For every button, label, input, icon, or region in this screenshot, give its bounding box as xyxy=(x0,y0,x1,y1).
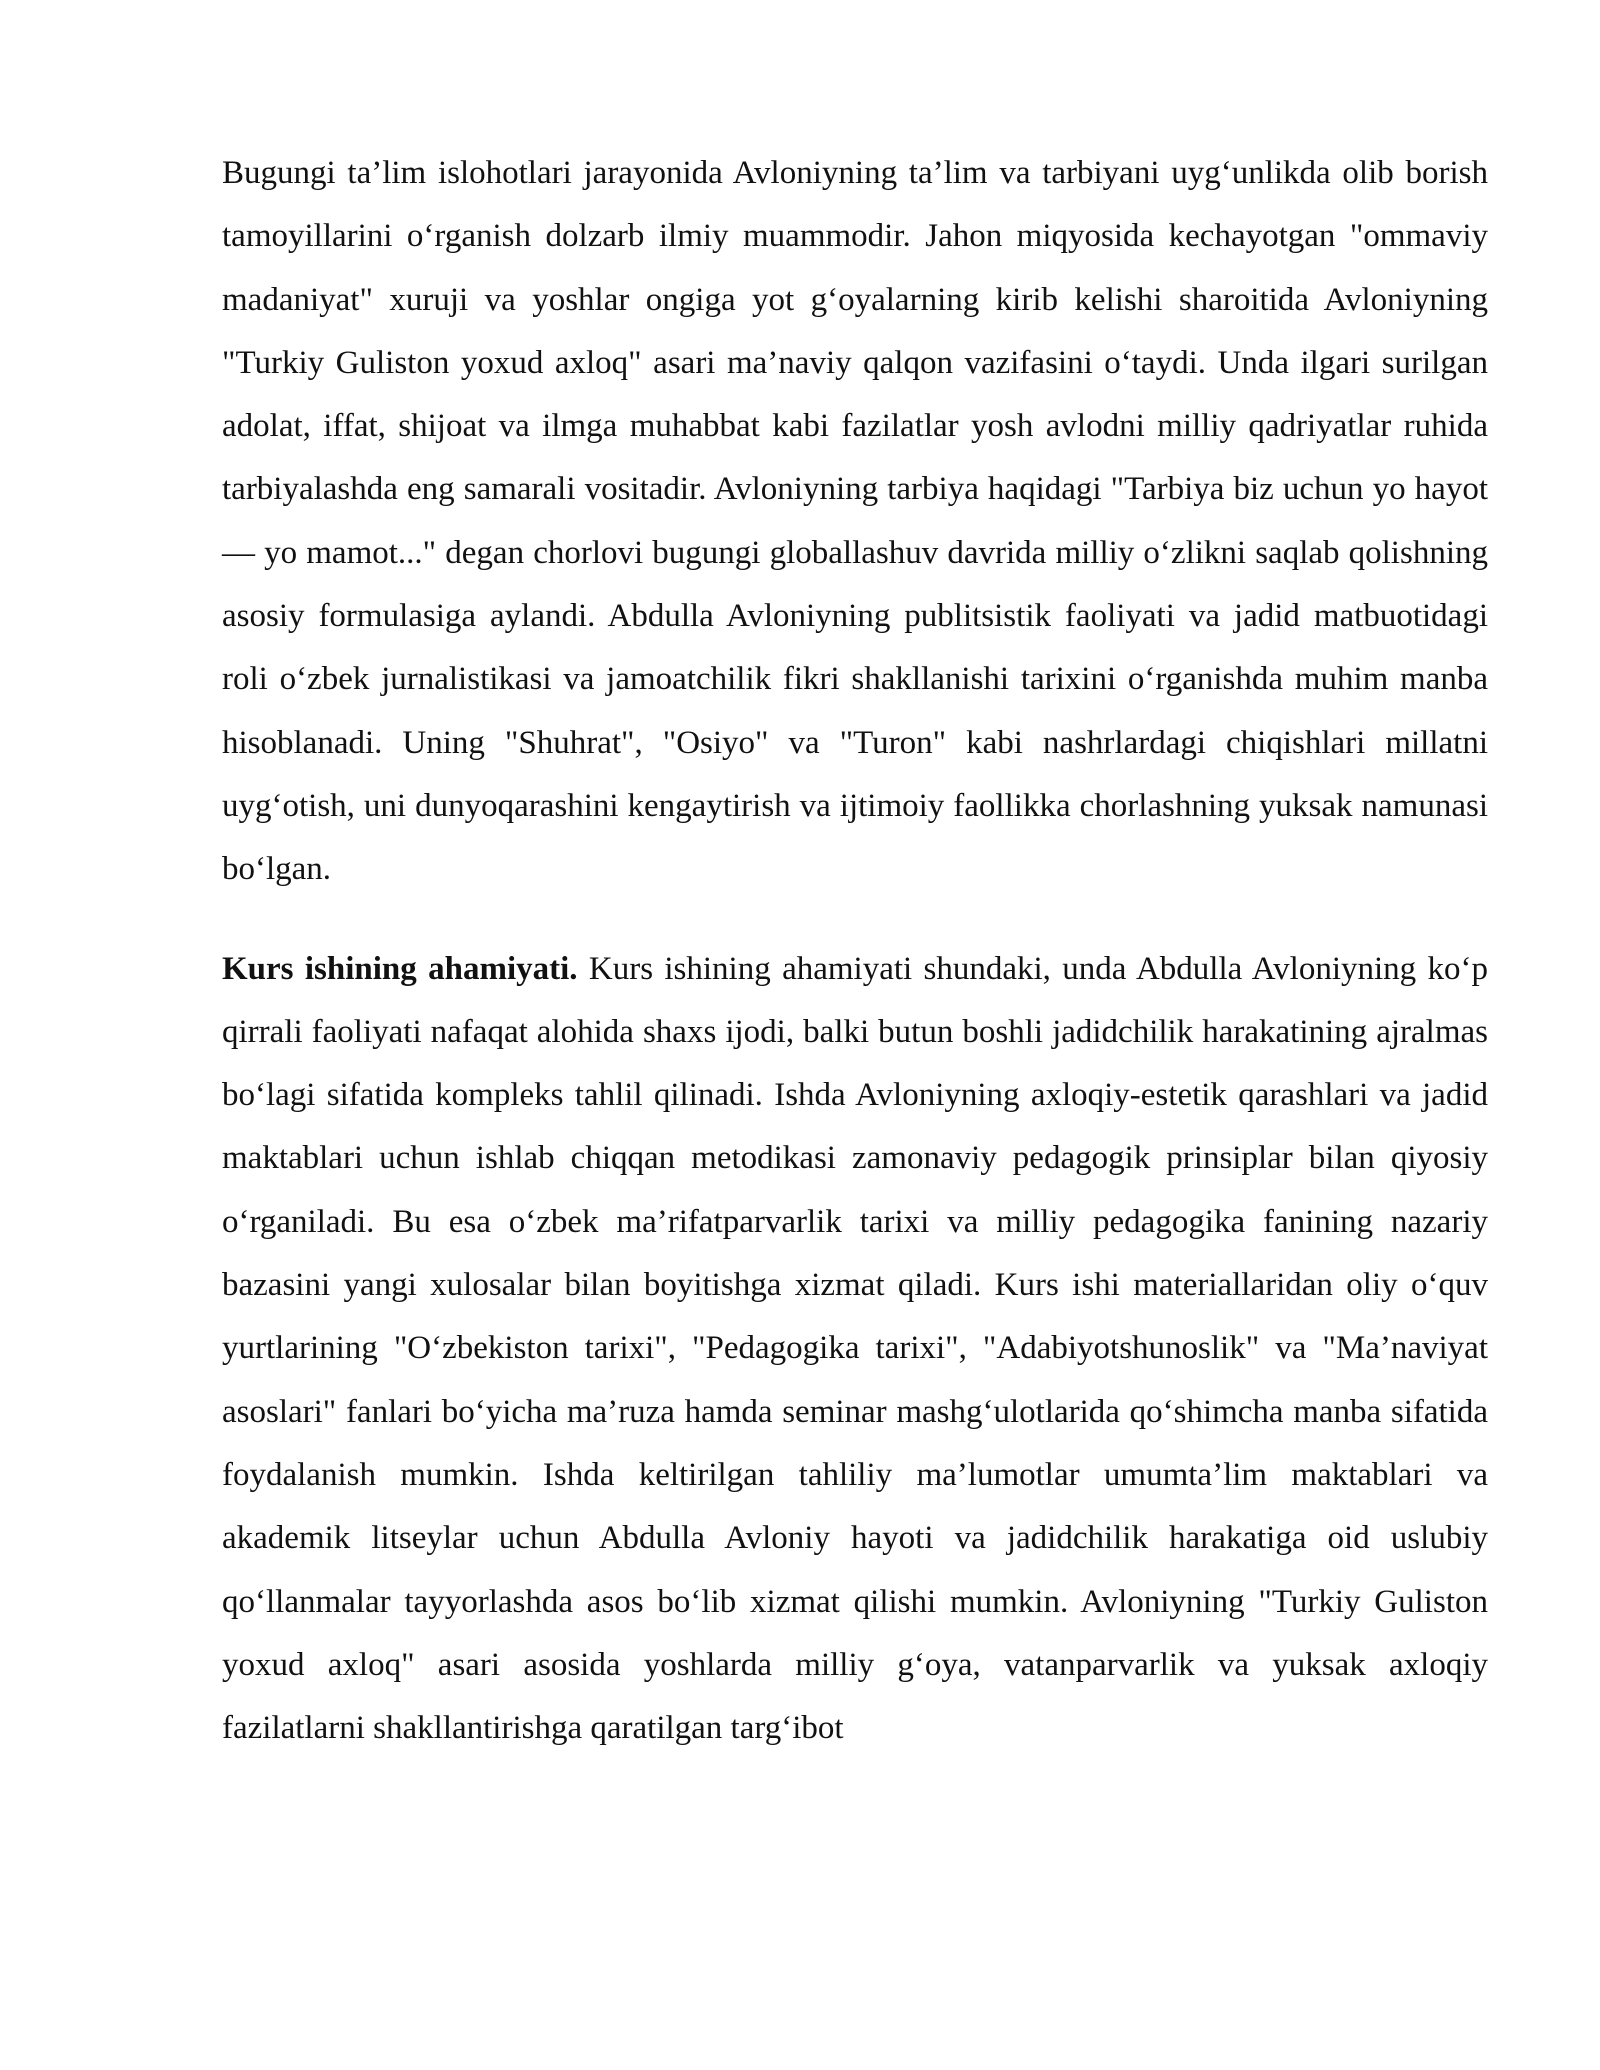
paragraph-intro xyxy=(222,142,1488,902)
section-heading: Kurs ishining ahamiyati. xyxy=(222,950,578,987)
paragraph-significance xyxy=(222,938,1488,1761)
document-body xyxy=(222,142,1488,1760)
paragraph-significance-text: Kurs ishining ahamiyati shundaki, unda Abdulla Avloniyning ko‘p qirrali faoliyati nafaqat alohida shaxs ijodi, balki butun boshli jadidchilik harakatining ajralmas bo‘lagi sifatida kompleks tahlil qilinadi. Ishda Avloniyning axloqiy-estetik qarashlari va jadid maktablari uchun ishlab chiqqan metodikasi zamonaviy pedagogik prinsiplar bilan qiyosiy o‘rganiladi. Bu esa o‘zbek ma’rifatparvarlik tarixi va milliy pedagogika fanining nazariy bazasini yangi xulosalar bilan boyitishga xizmat qiladi. Kurs ishi materiallaridan oliy o‘quv yurtlarining "O‘zbekiston tarixi", "Pedagogika tarixi", "Adabiyotshunoslik" va "Ma’naviyat asoslari" fanlari bo‘yicha ma’ruza hamda seminar mashg‘ulotlarida qo‘shimcha manba sifatida foydalanish mumkin. Ishda keltirilgan tahliliy ma’lumotlar umumta’lim maktablari va akademik litseylar uchun Abdulla Avloniy hayoti va jadidchilik harakatiga oid uslubiy qo‘llanmalar tayyorlashda asos bo‘lib xizmat qilishi mumkin. Avloniyning "Turkiy Guliston yoxud axloq" asari asosida yoshlarda milliy g‘oya, vatanparvarlik va yuksak axloqiy fazilatlarni shakllantirishga qaratilgan targ‘ibot xyxy=(222,950,1488,1747)
paragraph-intro-text: Bugungi ta’lim islohotlari jarayonida Avloniyning ta’lim va tarbiyani uyg‘unlikda olib borish tamoyillarini o‘rganish dolzarb ilmiy muammodir. Jahon miqyosida kechayotgan "ommaviy madaniyat" xuruji va yoshlar ongiga yot g‘oyalarning kirib kelishi sharoitida Avloniyning "Turkiy Guliston yoxud axloq" asari ma’naviy qalqon vazifasini o‘taydi. Unda ilgari surilgan adolat, iffat, shijoat va ilmga muhabbat kabi fazilatlar yosh avlodni milliy qadriyatlar ruhida tarbiyalashda eng samarali vositadir. Avloniyning tarbiya haqidagi "Tarbiya biz uchun yo hayot — yo mamot..." degan chorlovi bugungi globallashuv davrida milliy o‘zlikni saqlab qolishning asosiy formulasiga aylandi. Abdulla Avloniyning publitsistik faoliyati va jadid matbuotidagi roli o‘zbek jurnalistikasi va jamoatchilik fikri shakllanishi tarixini o‘rganishda muhim manba hisoblanadi. Uning "Shuhrat", "Osiyo" va "Turon" kabi nashrlardagi chiqishlari millatni uyg‘otish, uni dunyoqarashini kengaytirish va ijtimoiy faollikka chorlashning yuksak namunasi bo‘lgan. xyxy=(222,155,1488,888)
